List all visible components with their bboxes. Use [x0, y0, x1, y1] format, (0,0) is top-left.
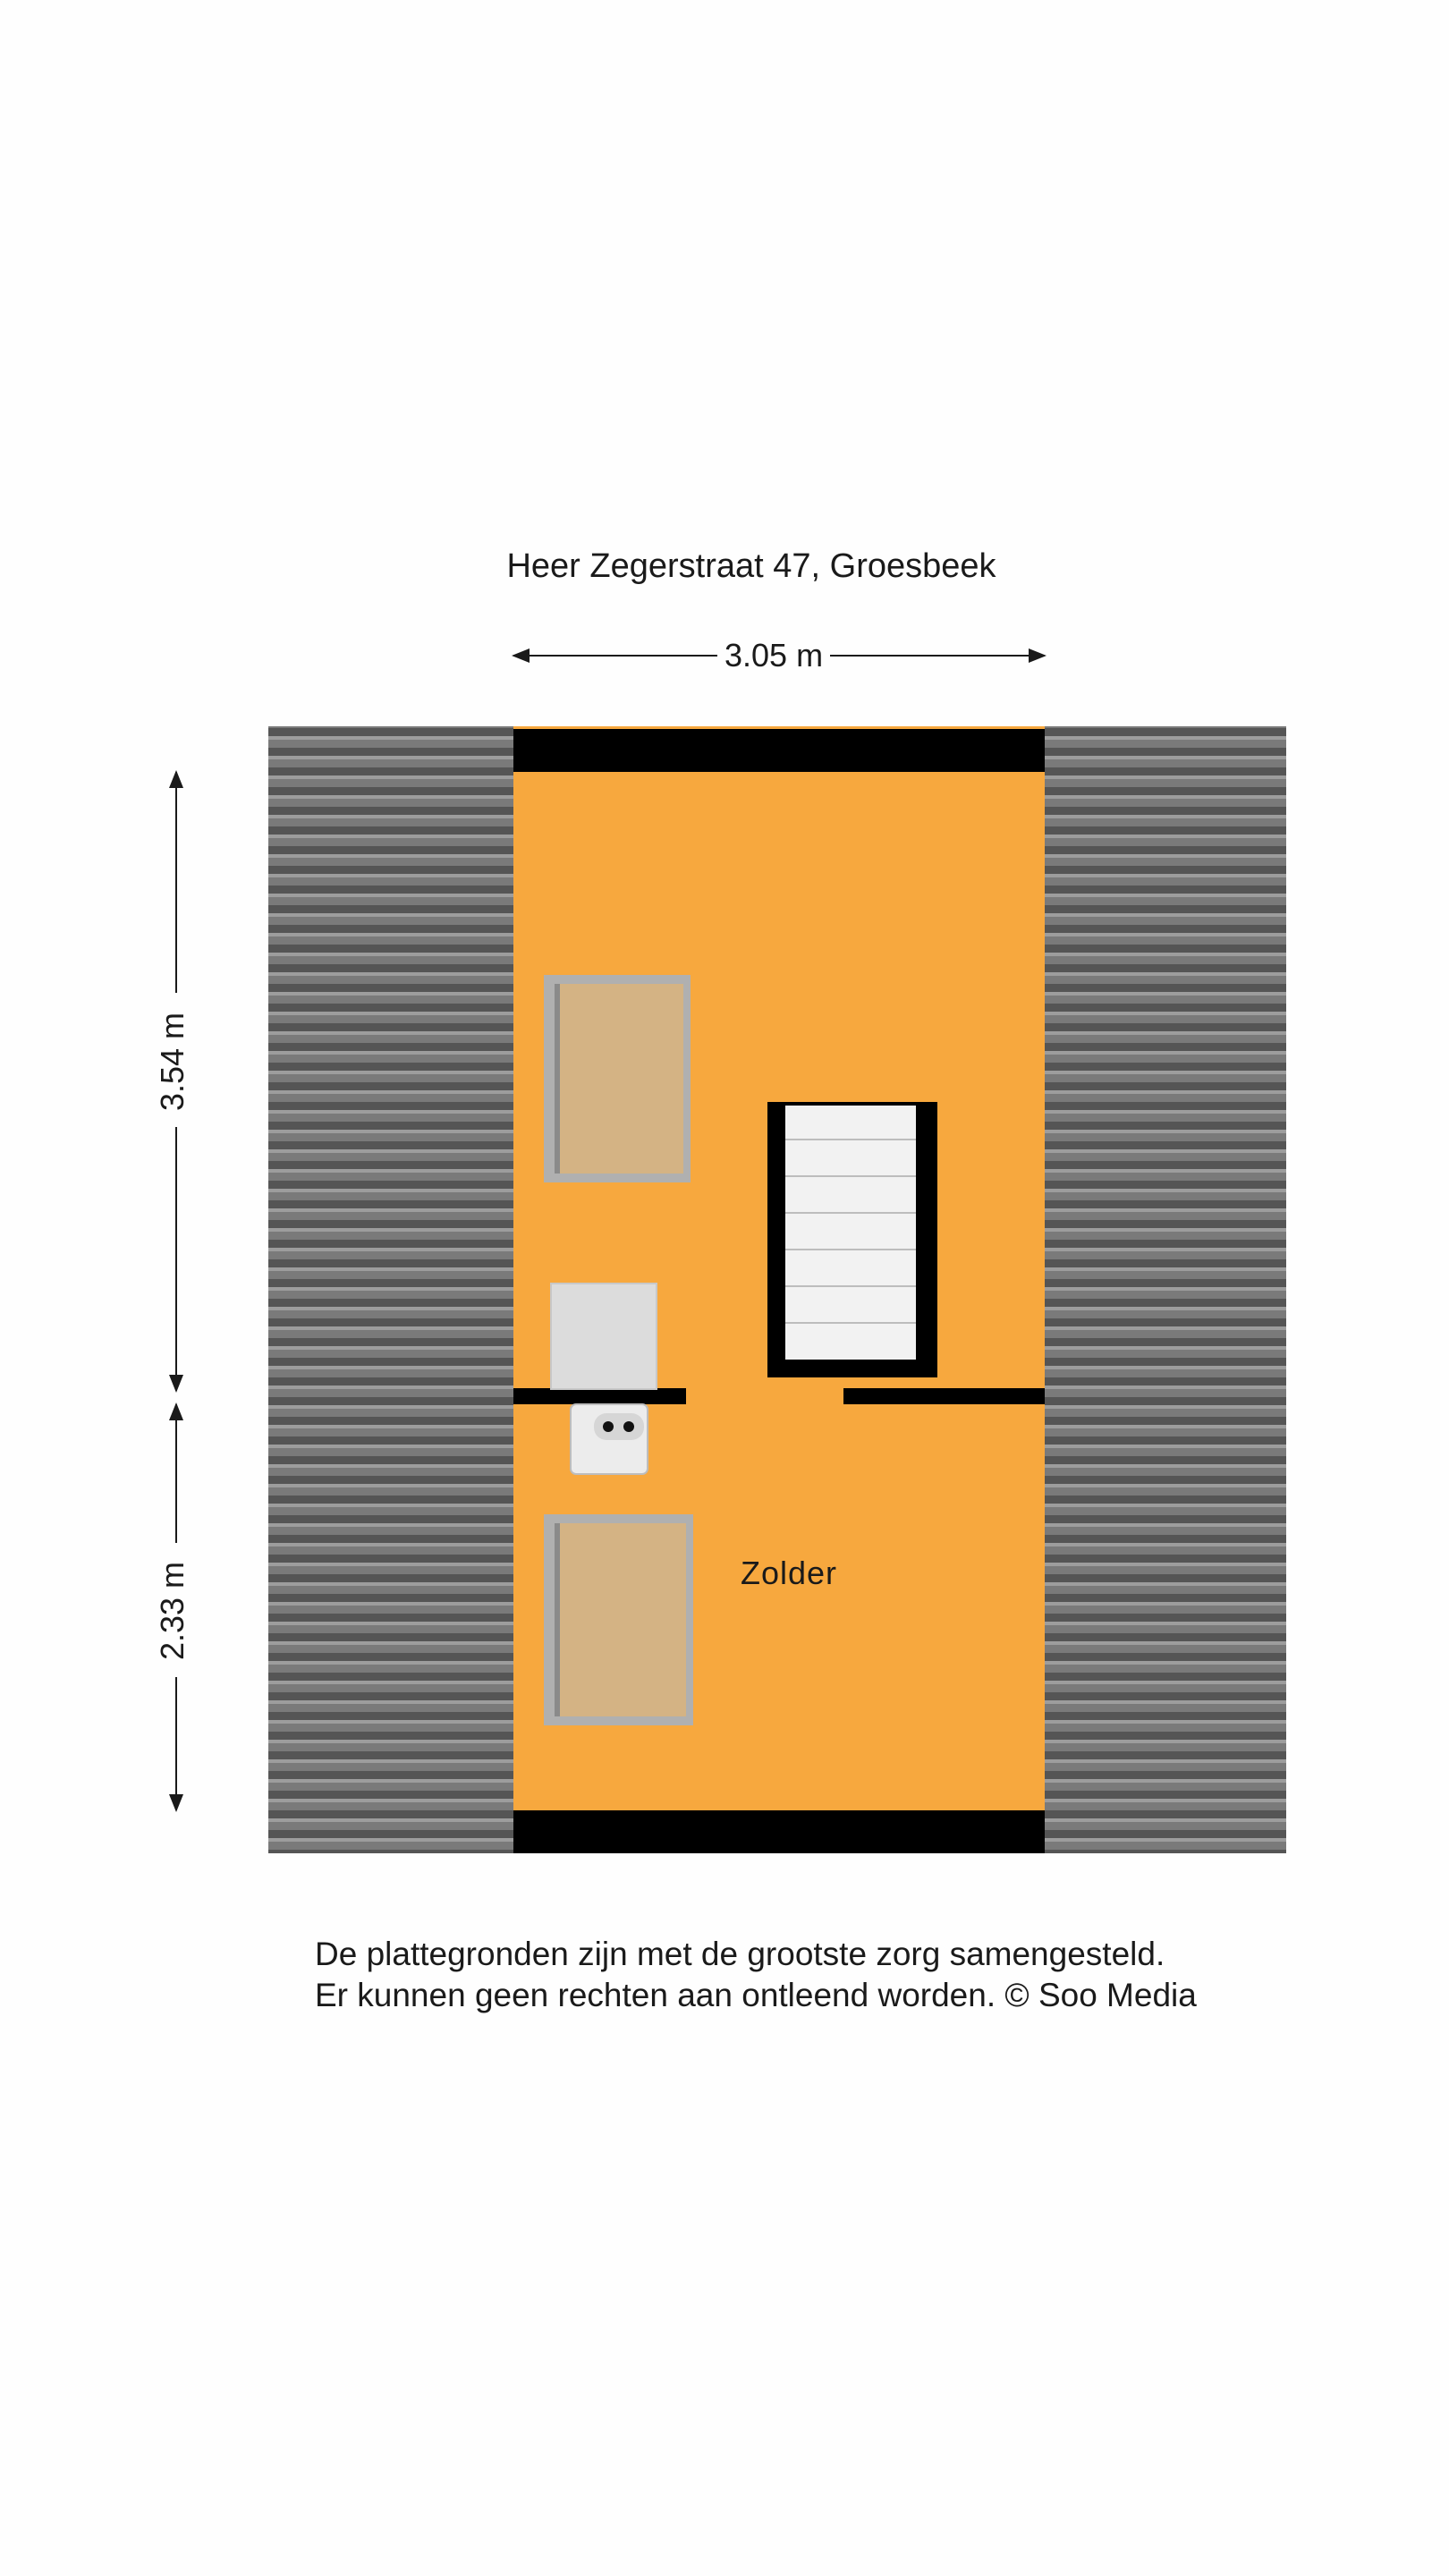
wall-bottom — [513, 1810, 1045, 1853]
wall-interior-right — [843, 1388, 1045, 1404]
wall-top — [513, 729, 1045, 772]
disclaimer — [315, 1934, 1197, 2016]
wall-interior-left — [513, 1388, 686, 1404]
roof-right — [1045, 726, 1286, 1853]
staircase — [767, 1102, 937, 1377]
disclaimer-line-1: De plattegronden zijn met de grootste zorg samengesteld. — [315, 1936, 1165, 1972]
dimension-height-top-label: 3.54 m — [154, 1012, 191, 1112]
page-title: Heer Zegerstraat 47, Groesbeek — [506, 547, 996, 585]
room-label-zolder: Zolder — [741, 1555, 838, 1591]
skylight-top — [544, 975, 691, 1182]
dimension-height-bottom-label: 2.33 m — [154, 1561, 191, 1661]
dimension-width-label: 3.05 m — [717, 637, 830, 674]
skylight-bottom — [544, 1514, 693, 1725]
roof-left — [268, 726, 513, 1853]
disclaimer-line-2: Er kunnen geen rechten aan ontleend worden. © Soo Media — [315, 1977, 1197, 2013]
